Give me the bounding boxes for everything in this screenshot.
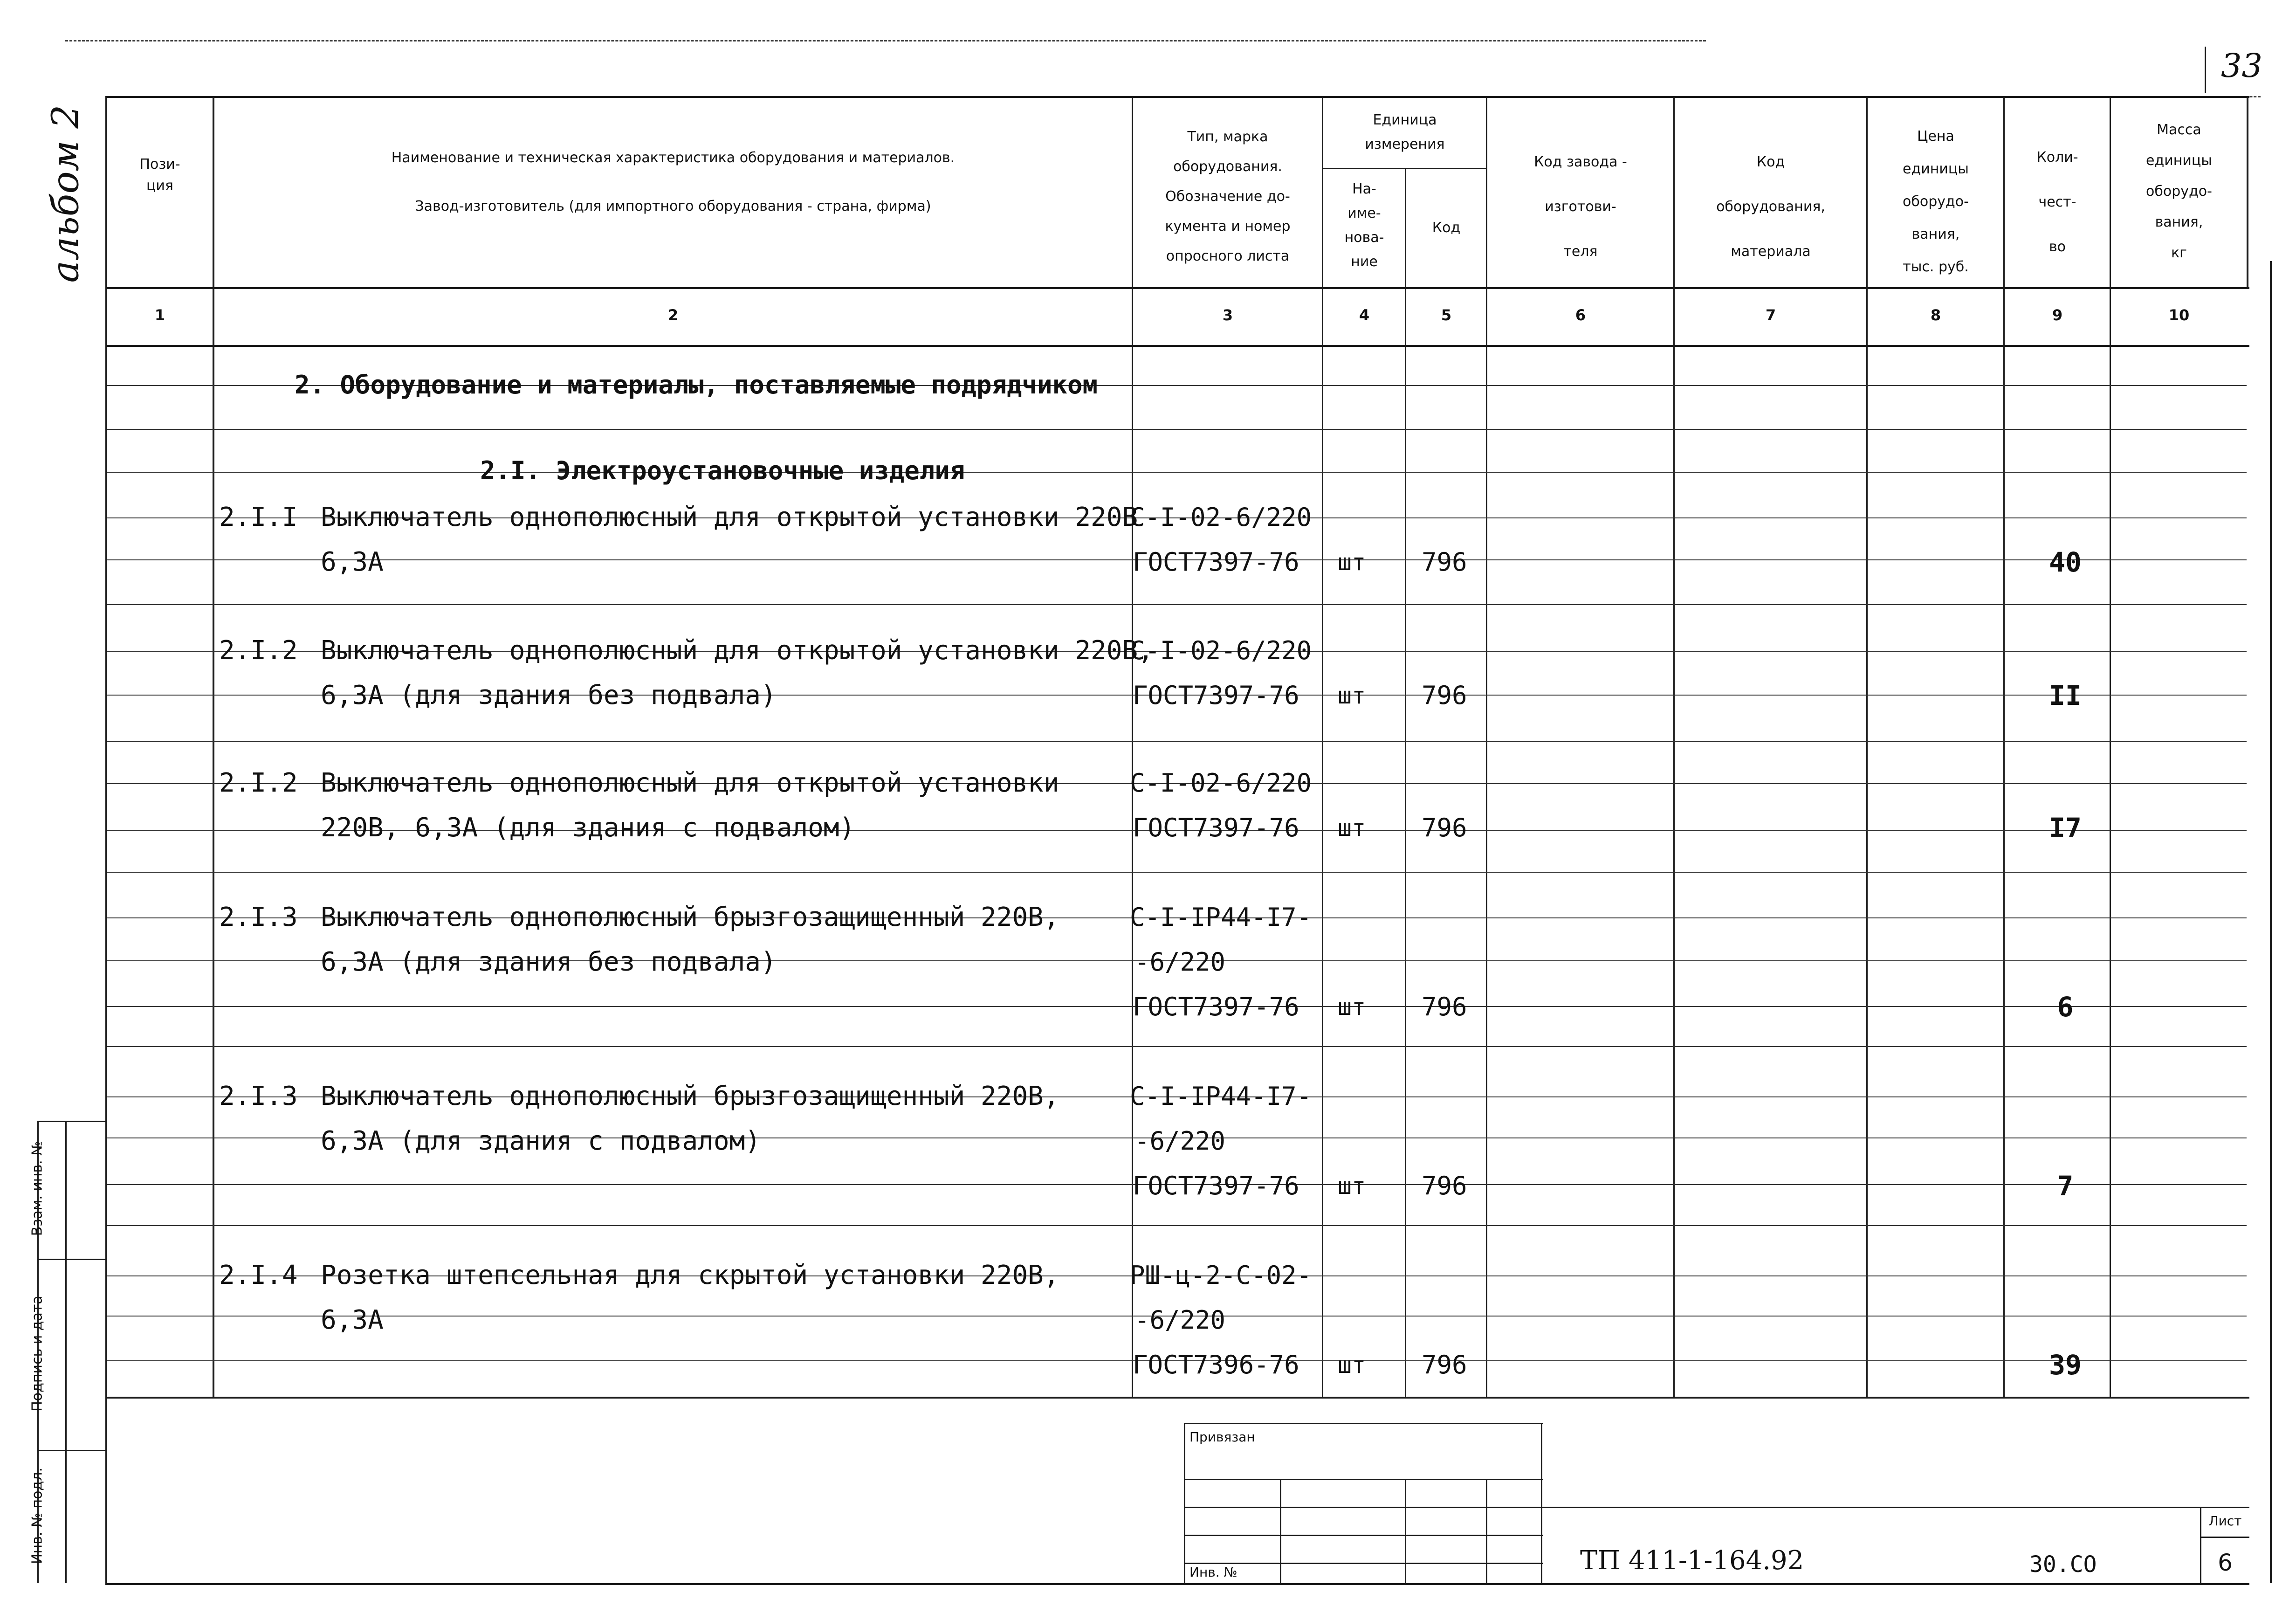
item-description: Выключатель однополюсный брызгозащищенный 220В, — [321, 1081, 1059, 1111]
stamp-box-left — [1184, 1423, 1185, 1584]
item-description-cont: 6,3А (для здания без подвала) — [321, 680, 777, 710]
item-quantity: II — [2049, 680, 2082, 711]
side-stamp-sep2 — [37, 1450, 105, 1451]
item-quantity: 7 — [2057, 1170, 2074, 1202]
col-num-2: 2 — [667, 306, 679, 324]
hdr-price: Цена единицы оборудо- вания, тыс. руб. — [1903, 128, 1969, 275]
stamp-box-line3 — [1184, 1535, 1543, 1536]
page-bottom — [106, 1583, 2249, 1585]
col-num-9: 9 — [2052, 306, 2063, 324]
stamp-inv-no: Инв. № — [1189, 1565, 1237, 1580]
item-unit-code: 796 — [1422, 681, 1467, 710]
side-label-signature-date: Подпись и дата — [29, 1296, 46, 1412]
item-description: Выключатель однополюсный для открытой установки 220В, — [321, 635, 1154, 666]
sheet-label: Лист — [2208, 1513, 2242, 1529]
stamp-box-top — [1184, 1423, 1543, 1424]
col-num-7: 7 — [1765, 306, 1776, 324]
hdr-quantity: Коли- чест- во — [2036, 149, 2078, 255]
item-position: 2.I.2 — [219, 635, 298, 666]
item-standard: ГОСТ7396-76 — [1133, 1350, 1299, 1379]
item-standard: ГОСТ7397-76 — [1133, 992, 1299, 1021]
item-quantity: 6 — [2057, 991, 2074, 1023]
item-standard: ГОСТ7397-76 — [1133, 681, 1299, 710]
side-stamp-sep1 — [37, 1259, 105, 1260]
item-quantity: I7 — [2049, 812, 2082, 844]
stamp-box-line4 — [1184, 1563, 1543, 1564]
stamp-box-line2 — [1184, 1507, 1543, 1508]
item-unit: шт — [1338, 814, 1366, 841]
col-border-1 — [213, 96, 214, 1399]
hdr-unit-name: На- име- нова- ние — [1344, 181, 1384, 270]
sheet-code: 30.СО — [2029, 1551, 2097, 1578]
item-position: 2.I.2 — [219, 768, 298, 798]
hdr-name-line2: Завод-изготовитель (для импортного оборудования - страна, фирма) — [415, 198, 931, 214]
col-num-3: 3 — [1222, 306, 1233, 324]
col-num-5: 5 — [1441, 306, 1452, 324]
side-stamp-mid — [65, 1121, 67, 1583]
item-type: С-I-02-6/220 — [1130, 503, 1312, 532]
item-quantity: 39 — [2049, 1349, 2082, 1381]
stamp-box-right — [1541, 1423, 1542, 1584]
side-label-replace-inv: Взам. инв. № — [29, 1141, 46, 1236]
item-type-cont: -6/220 — [1134, 947, 1226, 977]
side-stamp-top — [37, 1121, 105, 1122]
col-border-10 — [2247, 96, 2248, 288]
col-num-4: 4 — [1359, 306, 1370, 324]
handwritten-note: альбом 2 — [43, 104, 87, 283]
item-description: Розетка штепсельная для скрытой установки 220В, — [321, 1260, 1059, 1290]
table-row-line — [107, 429, 2247, 430]
table-row-line — [107, 604, 2247, 605]
col-border-9 — [2110, 96, 2111, 1399]
stamp-box-v2 — [1405, 1479, 1406, 1584]
unit-subheader-line — [1322, 168, 1486, 169]
sheet-number: 6 — [2218, 1549, 2233, 1576]
col-border-3 — [1322, 96, 1323, 1399]
table-top — [106, 96, 2249, 98]
item-type: С-I-02-6/220 — [1130, 768, 1312, 798]
item-unit: шт — [1338, 549, 1366, 576]
item-position: 2.I.I — [219, 502, 298, 532]
stamp-box-v1 — [1280, 1479, 1281, 1584]
item-type: РШ-ц-2-С-02- — [1130, 1261, 1312, 1290]
item-unit-code: 796 — [1422, 1350, 1467, 1379]
table-row-line — [107, 1046, 2247, 1047]
hdr-equipment-code: Код оборудования, материала — [1716, 154, 1825, 260]
item-unit-code: 796 — [1422, 813, 1467, 842]
stamp-box-v3 — [1486, 1479, 1487, 1584]
item-unit-code: 796 — [1422, 1171, 1467, 1200]
item-quantity: 40 — [2049, 546, 2082, 578]
item-description: Выключатель однополюсный брызгозащищенный 220В, — [321, 902, 1059, 932]
top-rule — [65, 40, 1706, 41]
item-type-cont: -6/220 — [1134, 1305, 1226, 1335]
doc-code: ТП 411-1-164.92 — [1580, 1545, 1804, 1576]
col-border-8 — [2003, 96, 2005, 1399]
item-position: 2.I.3 — [219, 902, 298, 932]
page-number: 33 — [2221, 47, 2263, 85]
col-border-7 — [1866, 96, 1868, 1399]
section-title: 2. Оборудование и материалы, поставляемые подрядчиком — [295, 370, 1098, 400]
col-border-5 — [1486, 96, 1487, 1399]
stamp-privyazan: Привязан — [1189, 1429, 1255, 1445]
hdr-position: Пози- ция — [139, 156, 180, 194]
item-standard: ГОСТ7397-76 — [1133, 1171, 1299, 1200]
item-description: Выключатель однополюсный для открытой установки — [321, 768, 1059, 798]
col-border-6 — [1673, 96, 1675, 1399]
hdr-unit-group: Единица измерения — [1365, 112, 1445, 152]
sheet-box-left — [2200, 1507, 2201, 1584]
numrow-bottom — [106, 345, 2249, 347]
item-unit-code: 796 — [1422, 992, 1467, 1021]
col-num-6: 6 — [1575, 306, 1586, 324]
subsection-title: 2.I. Электроустановочные изделия — [480, 456, 965, 485]
sheet-box-mid — [2200, 1537, 2249, 1538]
table-row-line — [107, 872, 2247, 873]
hdr-name-line1: Наименование и техническая характеристика оборудования и материалов. — [391, 150, 955, 166]
item-position: 2.I.4 — [219, 1260, 298, 1290]
item-description-cont: 6,3А — [321, 1305, 384, 1335]
table-row-line — [107, 741, 2247, 742]
header-bottom — [106, 287, 2249, 289]
side-label-inv-original: Инв. № подл. — [29, 1468, 46, 1564]
item-type: С-I-02-6/220 — [1130, 636, 1312, 665]
right-edge — [2270, 261, 2272, 1583]
page-number-tick — [2205, 47, 2206, 93]
table-bottom — [106, 1397, 2249, 1399]
item-unit: шт — [1338, 1351, 1366, 1379]
item-type-cont: -6/220 — [1134, 1126, 1226, 1156]
hdr-mass: Масса единицы оборудо- вания, кг — [2146, 122, 2212, 261]
item-description-cont: 6,3А — [321, 547, 384, 577]
title-block-top — [1541, 1507, 2249, 1508]
col-border-2 — [1132, 96, 1133, 1399]
item-description: Выключатель однополюсный для открытой установки 220В — [321, 502, 1138, 532]
col-num-1: 1 — [154, 306, 165, 324]
table-row-line — [107, 1225, 2247, 1226]
hdr-factory-code: Код завода - изготови- теля — [1534, 154, 1627, 260]
item-standard: ГОСТ7397-76 — [1133, 813, 1299, 842]
table-row-line — [107, 472, 2247, 473]
item-description-cont: 6,3А (для здания с подвалом) — [321, 1126, 761, 1156]
item-description-cont: 6,3А (для здания без подвала) — [321, 947, 777, 977]
col-num-8: 8 — [1930, 306, 1941, 324]
stamp-box-line1 — [1184, 1479, 1543, 1480]
item-unit: шт — [1338, 993, 1366, 1020]
item-unit: шт — [1338, 682, 1366, 709]
col-num-10: 10 — [2168, 306, 2190, 324]
item-position: 2.I.3 — [219, 1081, 298, 1111]
hdr-unit-code: Код — [1432, 220, 1461, 236]
item-type: С-I-IP44-I7- — [1130, 903, 1312, 932]
hdr-type: Тип, марка оборудования. Обозначение до- кумента и номер опросного листа — [1165, 129, 1291, 264]
item-description-cont: 220В, 6,3А (для здания с подвалом) — [321, 813, 855, 843]
item-unit-code: 796 — [1422, 547, 1467, 577]
item-unit: шт — [1338, 1172, 1366, 1199]
item-standard: ГОСТ7397-76 — [1133, 547, 1299, 577]
item-type: С-I-IP44-I7- — [1130, 1082, 1312, 1111]
